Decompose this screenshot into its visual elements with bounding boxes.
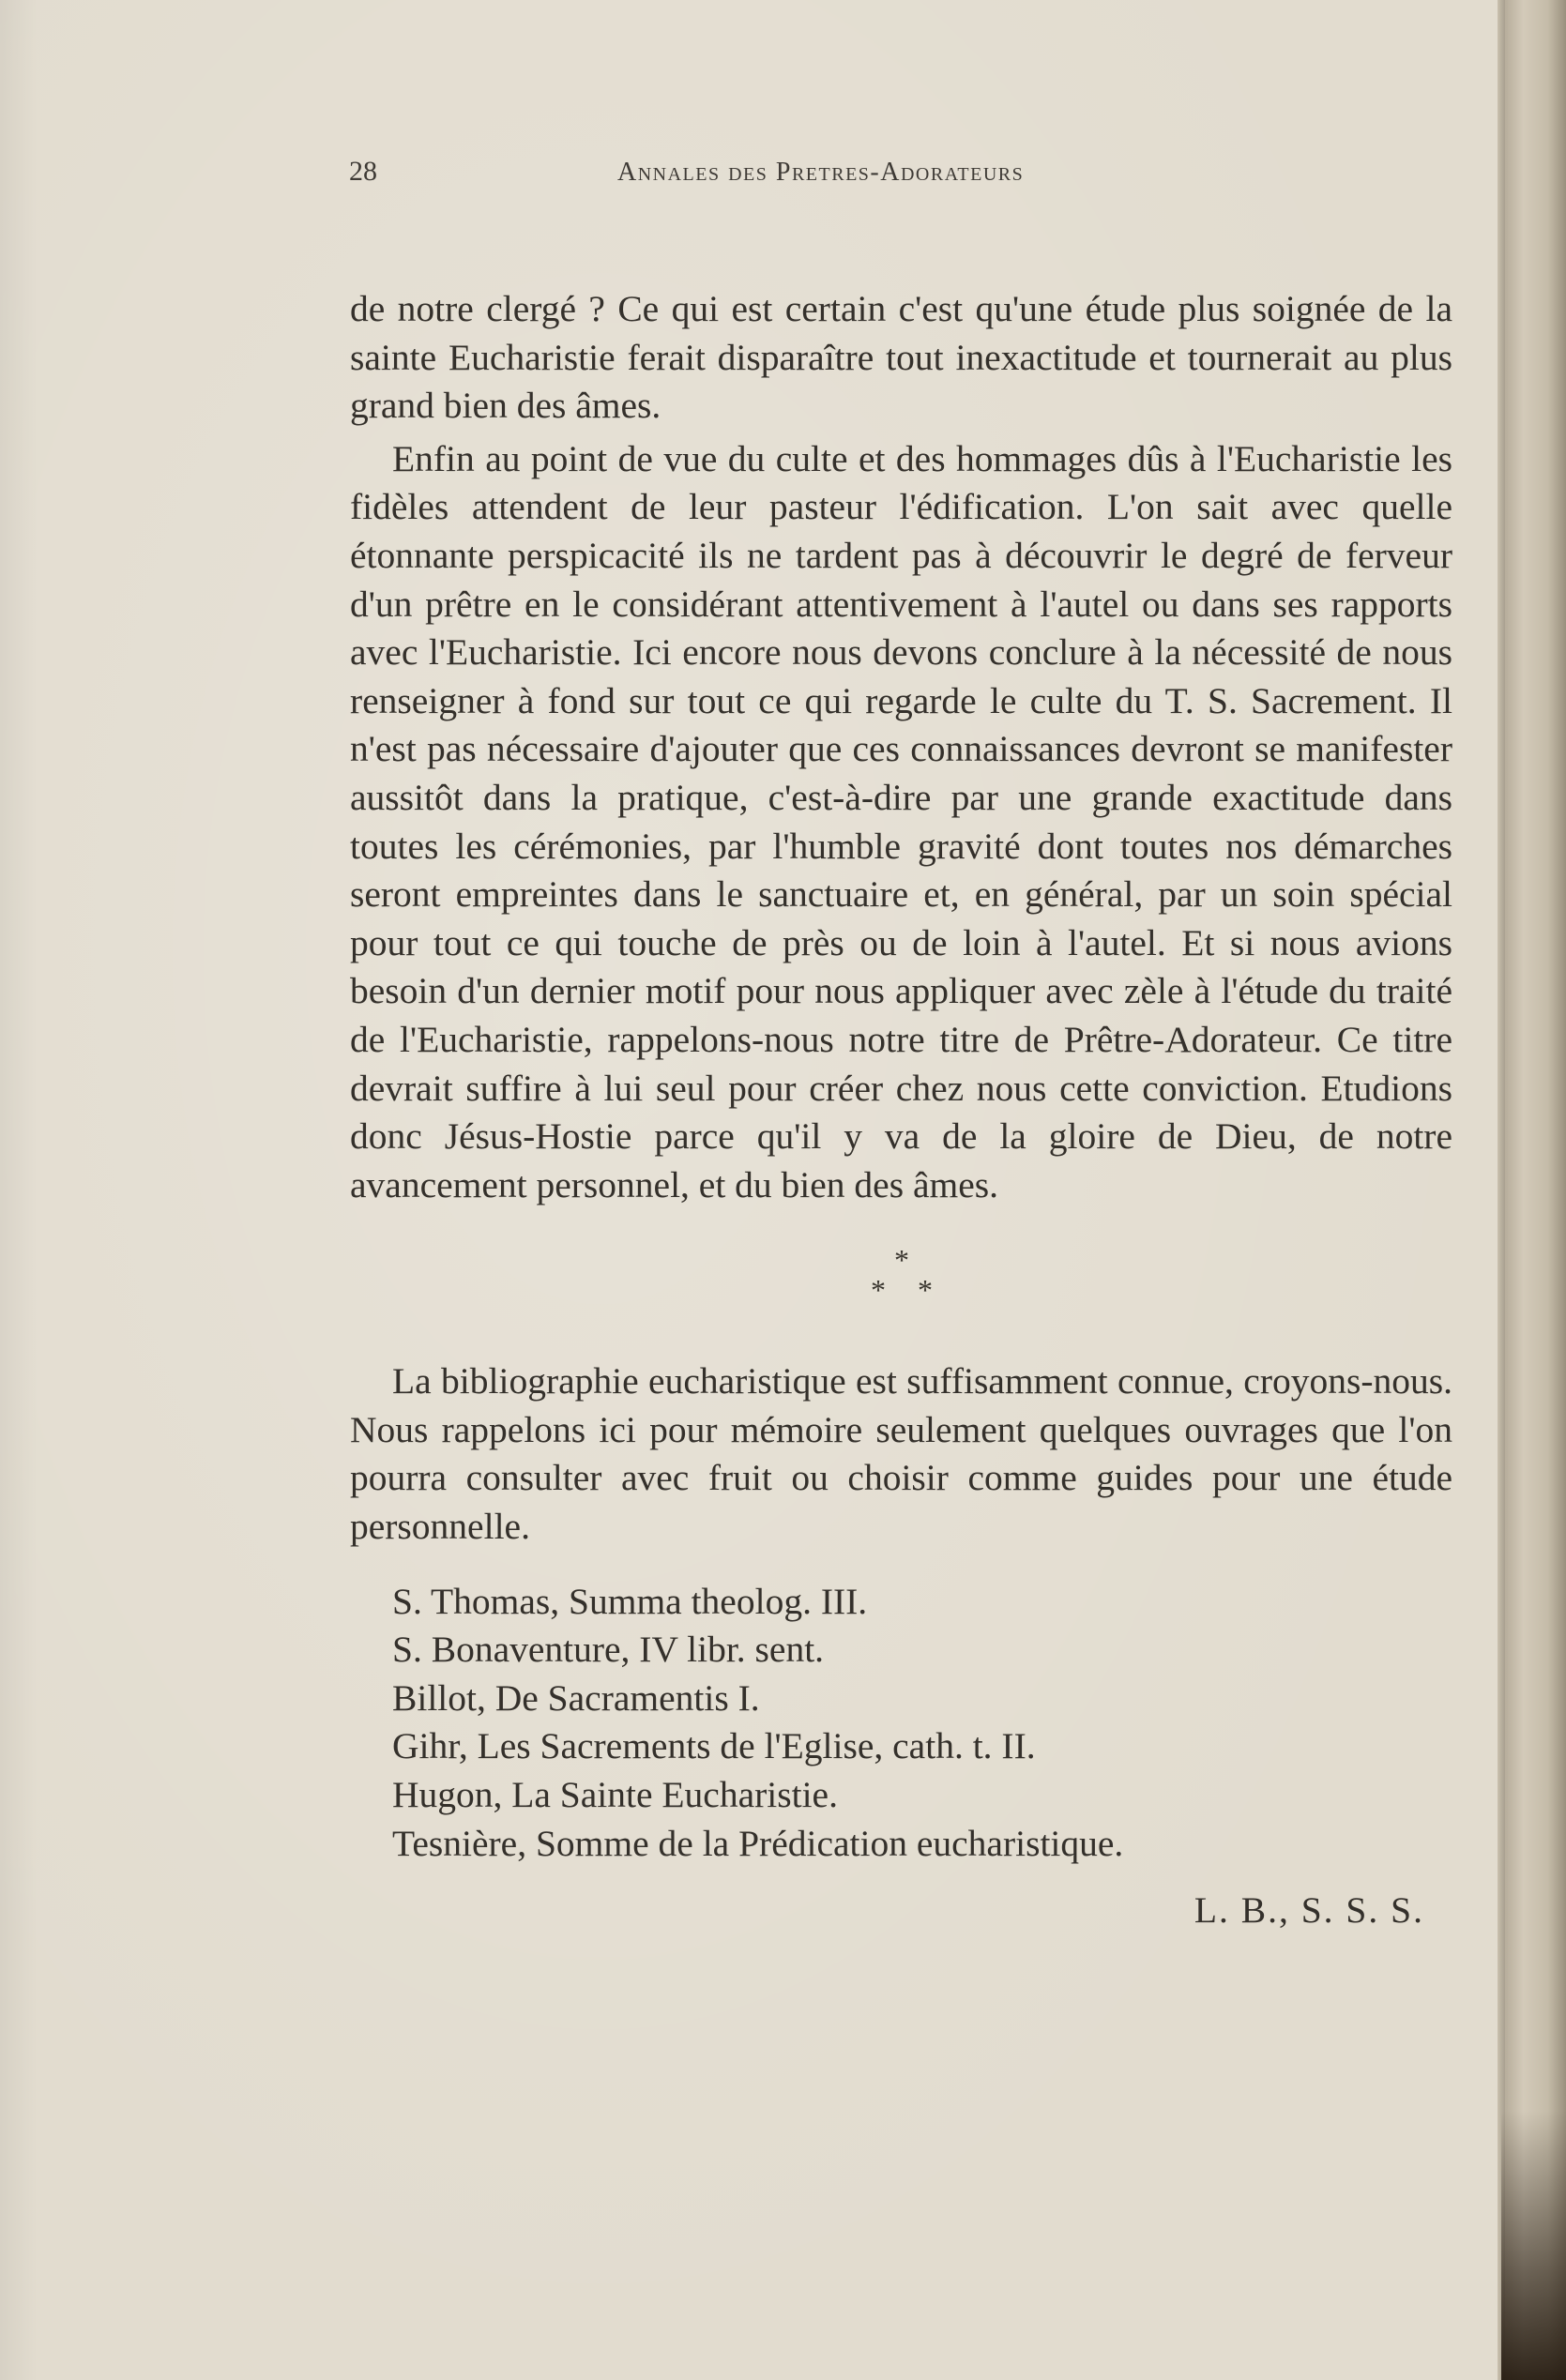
running-title: Annales des Pretres-Adorateurs <box>617 158 1025 187</box>
asterisk-right: * <box>918 1273 933 1308</box>
bibliography-item: S. Thomas, Summa theolog. III. <box>392 1580 868 1622</box>
bibliography-item: Billot, De Sacramentis I. <box>392 1676 760 1719</box>
spine-shadow <box>1501 2111 1566 2380</box>
running-head <box>349 156 1334 193</box>
bibliography-item: S. Bonaventure, IV libr. sent. <box>392 1629 825 1671</box>
bibliography-item: Hugon, La Sainte Eucharistie. <box>392 1774 838 1816</box>
body-text <box>350 285 1452 1935</box>
bibliography-intro: La bibliographie eucharistique est suffisamment connue, croyons-nous. Nous rappelons ici pour mémoire seulement quelques ouvrages que l'on pourra consulter avec fruit ou choisir comme guides pour une étude personnelle. <box>350 1360 1452 1548</box>
author-signature: L. B., S. S. S. <box>1194 1889 1424 1932</box>
asterisk-left: * <box>871 1273 886 1308</box>
asterisk-top: * <box>894 1243 909 1278</box>
bibliography-list <box>350 1578 1452 1869</box>
page-edge <box>1498 0 1505 2380</box>
paragraph-2: Enfin au point de vue du culte et des hommages dûs à l'Eucharistie les fidèles attendent de leur pasteur l'édification. L'on sait avec quelle étonnante perspicacité ils ne tardent pas à découvrir le degré de ferveur d'un prêtre en le considérant attentivement à l'autel ou dans ses rapports avec l'Eucharistie. Ici encore nous devons conclure à la nécessité de nous renseigner à fond sur tout ce qui regarde le culte du T. S. Sacrement. Il n'est pas nécessaire d'ajouter que ces connaissances devront se manifester aussitôt dans la pratique, c'est-à-dire par une grande exactitude dans toutes les cérémonies, par l'humble gravité dont toutes nos démarches seront empreintes dans le sanctuaire et, en général, par un soin spécial pour tout ce qui touche de près ou de loin à l'autel. Et si nous avions besoin d'un dernier motif pour nous appliquer avec zèle à l'étude du traité de l'Eucharistie, rappelons-nous notre titre de Prêtre-Adorateur. Ce titre devrait suffire à lui seul pour créer chez nous cette conviction. Etudions donc Jésus-Hostie parce qu'il y va de la gloire de Dieu, de notre avancement personnel, et du bien des âmes. <box>350 437 1452 1205</box>
page-number: 28 <box>349 156 377 187</box>
paragraph-1: de notre clergé ? Ce qui est certain c'est qu'une étude plus soignée de la sainte Eucharistie ferait disparaître tout inexactitude et tournerait au plus grand bien des âmes. <box>350 288 1452 427</box>
asterism-divider <box>350 1245 1452 1334</box>
bibliography-item: Gihr, Les Sacrements de l'Eglise, cath. t. II. <box>392 1725 1036 1767</box>
bibliography-item: Tesnière, Somme de la Prédication eucharistique. <box>392 1822 1124 1864</box>
book-spine <box>1505 0 1566 2380</box>
